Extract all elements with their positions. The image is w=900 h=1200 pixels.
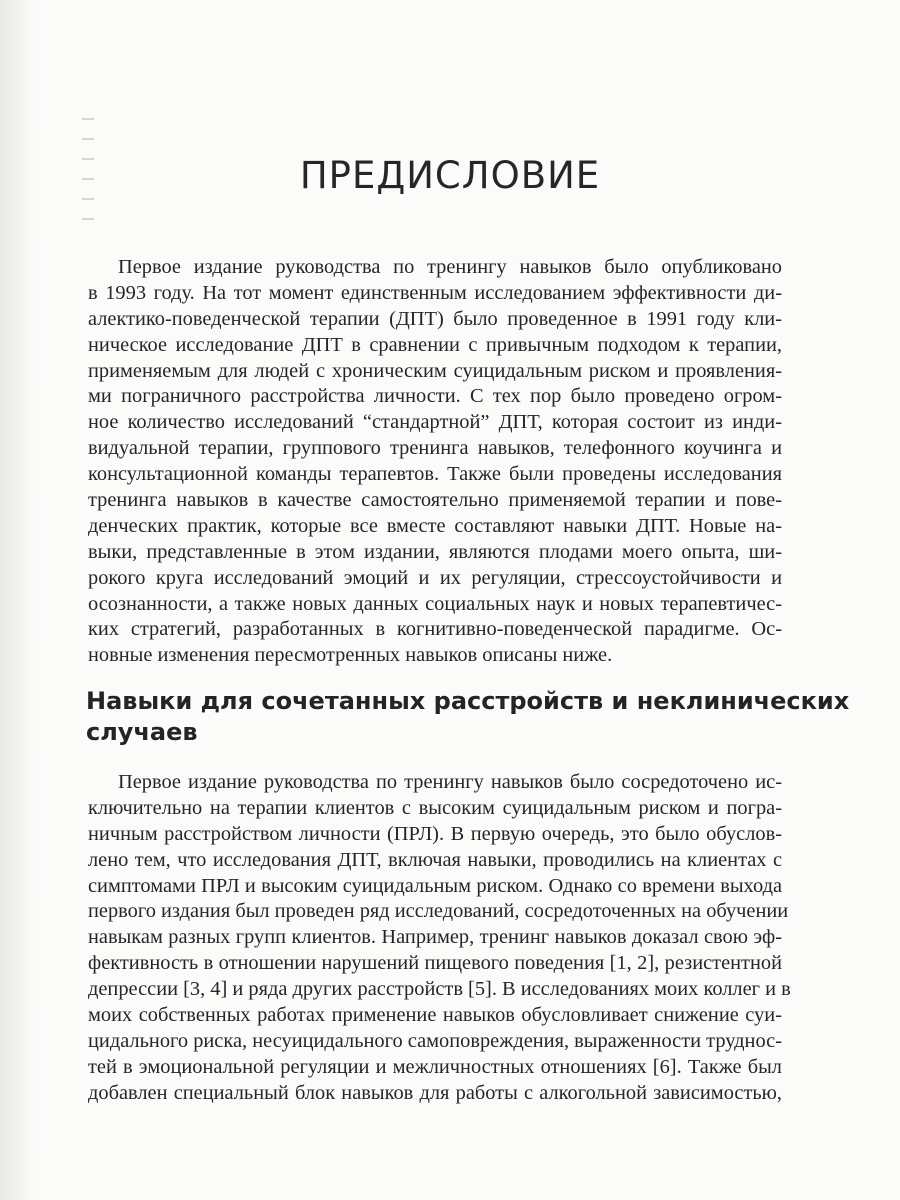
section-line-5: симптомами ПРЛ и высоким суицидальным риском. Однако со времени выхода [88,874,782,897]
intro-line-6: ми пограничного расстройства личности. С тех пор было проведено огром- [88,385,782,408]
section-line-4: лено тем, что исследования ДПТ, включая навыки, проводились на клиентах с [88,848,782,871]
section-line-9: депрессии [3, 4] и ряда других расстройств [5]. В исследованиях моих коллег и в [88,978,791,1001]
section-line-7: навыкам разных групп клиентов. Например, тренинг навыков доказал свою эф- [88,926,782,949]
section-heading-line-2: случаев [86,718,198,746]
section-heading [86,686,850,748]
intro-line-2: в 1993 году. На тот момент единственным исследованием эффективности ди- [88,281,782,304]
intro-line-9: консультационной команды терапевтов. Также были проведены исследования [88,463,782,486]
section-paragraph [88,770,791,1107]
intro-line-11: денческих практик, которые все вместе составляют навыки ДПТ. Новые на- [88,514,782,537]
section-line-1: Первое издание руководства по тренингу навыков было сосредоточено ис- [118,771,782,793]
section-line-2: ключительно на терапии клиентов с высоким суицидальным риском и погра- [88,796,782,819]
intro-line-5: применяемым для людей с хроническим суицидальным риском и проявления- [88,359,782,382]
section-line-6: первого издания был проведен ряд исследований, сосредоточенных на обучении [88,900,789,923]
intro-line-1: Первое издание руководства по тренингу навыков было опубликовано [118,256,782,278]
intro-line-8: видуальной терапии, группового тренинга навыков, телефонного коучинга и [88,437,782,460]
intro-line-7: ное количество исследований “стандартной” ДПТ, которая состоит из инди- [88,411,782,434]
intro-line-4: ническое исследование ДПТ в сравнении с привычным подходом к терапии, [88,333,782,356]
section-line-11: цидального риска, несуицидального самоповреждения, выраженности труднос- [88,1029,782,1052]
section-line-12: тей в эмоциональной регуляции и межличностных отношениях [6]. Также был [88,1055,782,1078]
section-line-8: фективность в отношении нарушений пищевого поведения [1, 2], резистентной [88,952,782,975]
intro-line-15: ких стратегий, разработанных в когнитивно-поведенческой парадигме. Ос- [88,618,782,641]
section-line-10: моих собственных работах применение навыков обусловливает снижение суи- [88,1004,782,1027]
section-heading-line-1: Навыки для сочетанных расстройств и неклинических [86,687,850,715]
page-title: ПРЕДИСЛОВИЕ [299,154,601,197]
intro-line-3: алектико-поведенческой терапии (ДПТ) было проведенное в 1991 году кли- [88,307,782,330]
intro-line-12: выки, представленные в этом издании, являются плодами моего опыта, ши- [88,540,782,563]
intro-line-13: рокого круга исследований эмоций и их регуляции, стрессоустойчивости и [88,566,782,589]
section-line-13: добавлен специальный блок навыков для работы с алкогольной зависимостью, [88,1081,782,1104]
intro-line-14: осознанности, а также новых данных социальных наук и новых терапевтичес- [88,592,782,615]
intro-line-16: новные изменения пересмотренных навыков описаны ниже. [88,644,613,667]
intro-paragraph [88,255,782,669]
intro-line-10: тренинга навыков в качестве самостоятельно применяемой терапии и пове- [88,489,782,512]
section-line-3: ничным расстройством личности (ПРЛ). В первую очередь, это было обуслов- [88,822,782,845]
